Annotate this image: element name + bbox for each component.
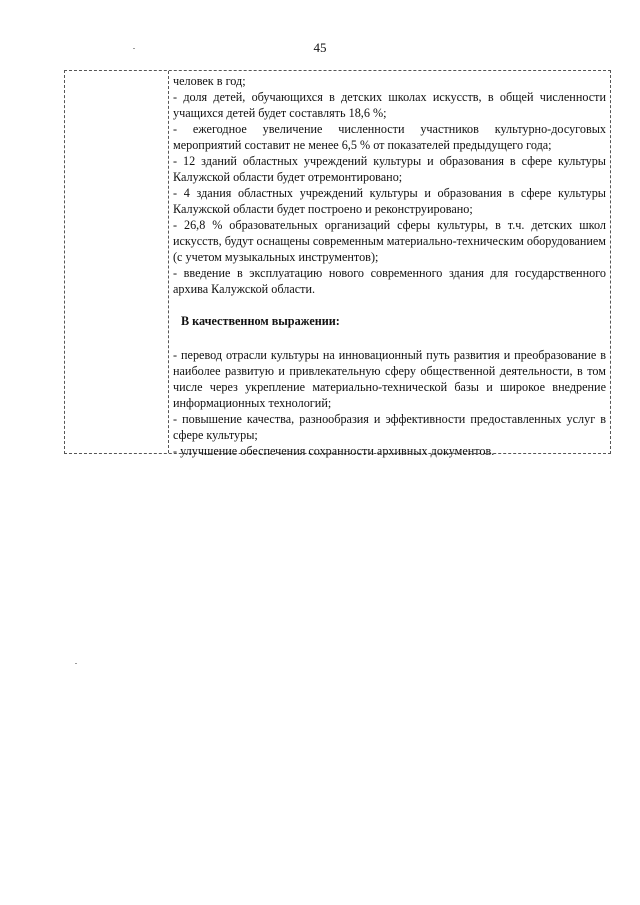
- qualitative-list: [173, 347, 606, 459]
- column-divider: [168, 71, 169, 453]
- quantitative-item: - ежегодное увеличение численности участников культурно-досуговых мероприятий составит не менее 6,5 % от показателей предыдущего года;: [173, 122, 606, 152]
- quantitative-list: [173, 89, 606, 297]
- quantitative-item: - доля детей, обучающихся в детских школах искусств, в общей численности учащихся детей будет составлять 18,6 %;: [173, 90, 606, 120]
- page-number: 45: [313, 40, 327, 55]
- results-table: [64, 70, 611, 458]
- qualitative-item: - повышение качества, разнообразия и эффективности предоставленных услуг в сфере культуры;: [173, 412, 606, 442]
- spacer: [173, 297, 606, 313]
- quantitative-item: - введение в эксплуатацию нового современного здания для государственного архива Калужской области.: [173, 266, 606, 296]
- continuation-text: человек в год;: [173, 74, 246, 88]
- quantitative-item: - 4 здания областных учреждений культуры и образования в сфере культуры Калужской области будет построено и реконструировано;: [173, 186, 606, 216]
- quantitative-item: - 26,8 % образовательных организаций сферы культуры, в т.ч. детских школ искусств, будут оснащены современным материально-техническим оборудованием (с учетом музыкальных инструментов);: [173, 218, 606, 264]
- qualitative-item: - улучшение обеспечения сохранности архивных документов.: [173, 444, 495, 458]
- qualitative-heading: В качественном выражении:: [181, 314, 340, 328]
- scan-speck: [75, 663, 77, 664]
- results-cell: [173, 73, 606, 459]
- spacer: [173, 329, 606, 347]
- quantitative-item: - 12 зданий областных учреждений культуры и образования в сфере культуры Калужской области будет отремонтировано;: [173, 154, 606, 184]
- qualitative-item: - перевод отрасли культуры на инновационный путь развития и преобразование в наиболее развитую и привлекательную сферу общественной деятельности, в том числе через укрепление материально-технической базы и широкое внедрение информационных технологий;: [173, 348, 606, 410]
- scan-speck: [133, 48, 135, 49]
